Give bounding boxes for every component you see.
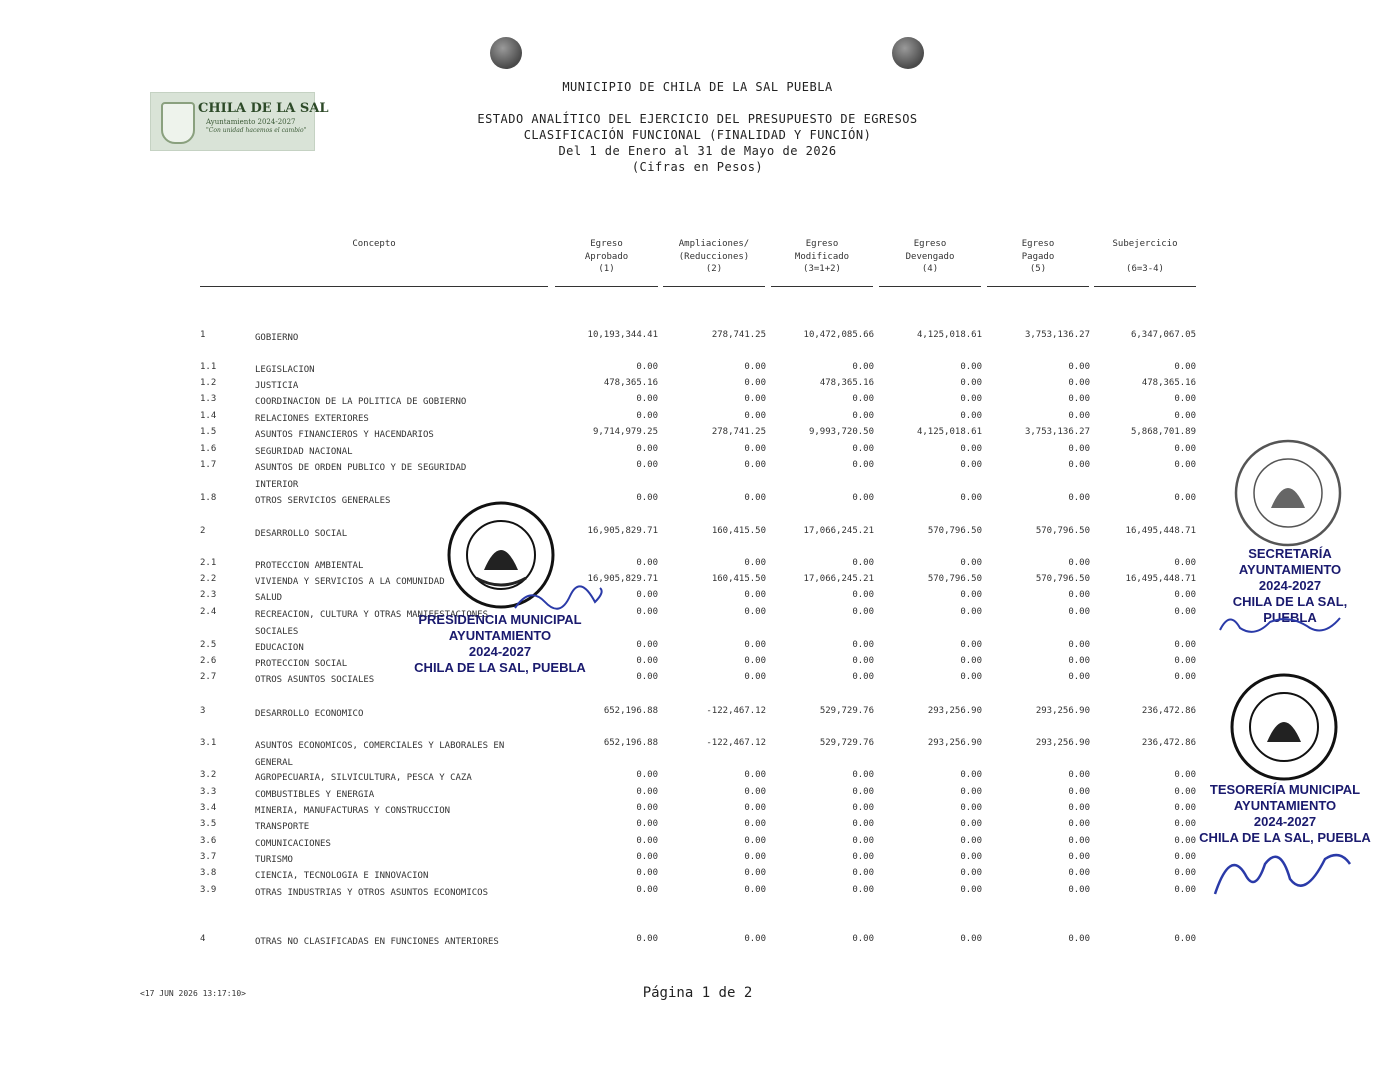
row-value-5: 3,753,136.27 (1024, 330, 1090, 340)
stamp-secretaria-text: SECRETARÍA AYUNTAMIENTO 2024-2027 CHILA DE LA SAL, PUEBLA (1232, 546, 1348, 625)
row-value-6: 0.00 (1174, 558, 1196, 568)
row-value-4: 0.00 (960, 787, 982, 797)
row-value-5: 0.00 (1068, 836, 1090, 846)
row-value-3: 0.00 (852, 672, 874, 682)
row-value-1: 0.00 (636, 934, 658, 944)
row-value-1: 0.00 (636, 672, 658, 682)
row-value-3: 0.00 (852, 460, 874, 470)
col-header-aprobado: Egreso Aprobado (1) (584, 239, 629, 274)
row-value-4: 0.00 (960, 558, 982, 568)
col-header-pagado: Egreso Pagado (5) (1021, 239, 1055, 274)
row-concept: CIENCIA, TECNOLOGIA E INNOVACION (255, 871, 429, 881)
row-value-3: 0.00 (852, 787, 874, 797)
row-value-5: 0.00 (1068, 362, 1090, 372)
row-value-4: 0.00 (960, 590, 982, 600)
row-value-2: 278,741.25 (711, 427, 766, 437)
row-value-3: 0.00 (852, 819, 874, 829)
divider (555, 286, 658, 287)
row-code: 4 (200, 934, 206, 944)
row-value-3: 0.00 (852, 493, 874, 503)
row-value-6: 0.00 (1174, 640, 1196, 650)
row-value-6: 236,472.86 (1141, 706, 1196, 716)
row-concept: LEGISLACION (255, 365, 315, 375)
row-concept: DESARROLLO ECONOMICO (255, 709, 364, 719)
row-value-1: 0.00 (636, 787, 658, 797)
row-value-3: 9,993,720.50 (808, 427, 874, 437)
row-value-1: 0.00 (636, 493, 658, 503)
row-value-4: 0.00 (960, 378, 982, 388)
stamp-tesoreria-text: TESORERÍA MUNICIPAL AYUNTAMIENTO 2024-2027 CHILA DE LA SAL, PUEBLA (1199, 782, 1371, 845)
row-value-2: 0.00 (744, 444, 766, 454)
row-value-2: 0.00 (744, 362, 766, 372)
row-code: 2 (200, 526, 206, 536)
row-value-2: 0.00 (744, 460, 766, 470)
row-code: 3.3 (200, 787, 217, 797)
row-value-5: 0.00 (1068, 444, 1090, 454)
col-header-subejercicio: Subejercicio (6=3-4) (1112, 239, 1178, 274)
row-value-4: 570,796.50 (927, 574, 982, 584)
report-title: ESTADO ANALÍTICO DEL EJERCICIO DEL PRESUPUESTO DE EGRESOS (477, 112, 918, 126)
row-value-2: -122,467.12 (706, 706, 766, 716)
row-value-1: 0.00 (636, 852, 658, 862)
row-code: 1.8 (200, 493, 217, 503)
row-value-4: 0.00 (960, 656, 982, 666)
row-concept: OTROS SERVICIOS GENERALES (255, 496, 391, 506)
row-value-6: 0.00 (1174, 444, 1196, 454)
row-value-5: 0.00 (1068, 934, 1090, 944)
report-period: Del 1 de Enero al 31 de Mayo de 2026 (558, 144, 837, 158)
row-value-5: 0.00 (1068, 558, 1090, 568)
row-value-5: 0.00 (1068, 493, 1090, 503)
row-value-6: 0.00 (1174, 394, 1196, 404)
row-value-5: 0.00 (1068, 378, 1090, 388)
row-value-4: 0.00 (960, 836, 982, 846)
row-value-5: 0.00 (1068, 885, 1090, 895)
row-value-3: 0.00 (852, 656, 874, 666)
row-code: 3 (200, 706, 206, 716)
row-value-1: 0.00 (636, 558, 658, 568)
row-value-1: 0.00 (636, 460, 658, 470)
row-value-3: 0.00 (852, 852, 874, 862)
row-value-1: 0.00 (636, 770, 658, 780)
row-concept: GOBIERNO (255, 333, 299, 343)
row-value-3: 0.00 (852, 836, 874, 846)
row-value-4: 0.00 (960, 394, 982, 404)
row-value-2: 0.00 (744, 590, 766, 600)
row-code: 1.7 (200, 460, 217, 470)
divider (200, 286, 548, 287)
row-value-4: 0.00 (960, 852, 982, 862)
row-code: 3.4 (200, 803, 217, 813)
national-seal-icon (1233, 438, 1343, 548)
row-value-1: 0.00 (636, 394, 658, 404)
row-value-6: 16,495,448.71 (1125, 526, 1196, 536)
row-value-5: 3,753,136.27 (1024, 427, 1090, 437)
row-value-6: 0.00 (1174, 607, 1196, 617)
row-value-3: 0.00 (852, 607, 874, 617)
row-value-5: 0.00 (1068, 411, 1090, 421)
row-value-3: 0.00 (852, 868, 874, 878)
row-value-6: 0.00 (1174, 672, 1196, 682)
col-header-ampliaciones: Ampliaciones/ (Reducciones) (2) (678, 239, 750, 274)
row-value-4: 4,125,018.61 (916, 427, 982, 437)
row-value-2: 0.00 (744, 394, 766, 404)
row-value-6: 6,347,067.05 (1130, 330, 1196, 340)
row-value-1: 0.00 (636, 885, 658, 895)
row-concept: TURISMO (255, 855, 293, 865)
row-code: 1.5 (200, 427, 217, 437)
row-value-2: 0.00 (744, 378, 766, 388)
row-value-6: 0.00 (1174, 590, 1196, 600)
row-value-6: 0.00 (1174, 411, 1196, 421)
row-code: 2.1 (200, 558, 217, 568)
row-value-1: 0.00 (636, 868, 658, 878)
row-value-4: 0.00 (960, 934, 982, 944)
row-value-6: 16,495,448.71 (1125, 574, 1196, 584)
row-value-4: 293,256.90 (927, 706, 982, 716)
row-value-1: 0.00 (636, 803, 658, 813)
row-value-2: 0.00 (744, 787, 766, 797)
row-value-5: 0.00 (1068, 607, 1090, 617)
row-value-5: 0.00 (1068, 868, 1090, 878)
row-value-3: 0.00 (852, 885, 874, 895)
row-value-4: 0.00 (960, 362, 982, 372)
row-concept: OTROS ASUNTOS SOCIALES (255, 675, 375, 685)
row-code: 3.8 (200, 868, 217, 878)
row-value-2: 160,415.50 (711, 526, 766, 536)
row-value-3: 0.00 (852, 590, 874, 600)
row-value-5: 0.00 (1068, 640, 1090, 650)
row-value-4: 0.00 (960, 411, 982, 421)
row-concept: AGROPECUARIA, SILVICULTURA, PESCA Y CAZA (255, 773, 472, 783)
stamp-secretaria (1205, 438, 1375, 648)
logo-tagline: "Con unidad hacemos el cambio" (206, 127, 307, 134)
row-value-4: 0.00 (960, 770, 982, 780)
row-value-5: 293,256.90 (1035, 706, 1090, 716)
row-value-3: 0.00 (852, 558, 874, 568)
row-code: 1.4 (200, 411, 217, 421)
stamp-tesoreria (1195, 672, 1375, 907)
stamp-presidencia (410, 500, 590, 680)
row-value-3: 0.00 (852, 394, 874, 404)
row-concept: OTRAS INDUSTRIAS Y OTROS ASUNTOS ECONOMICOS (255, 888, 488, 898)
row-concept: ASUNTOS ECONOMICOS, COMERCIALES Y LABORALES EN GENERAL (255, 741, 505, 768)
row-value-2: 0.00 (744, 885, 766, 895)
row-value-6: 0.00 (1174, 885, 1196, 895)
row-value-5: 0.00 (1068, 803, 1090, 813)
row-value-2: 0.00 (744, 607, 766, 617)
row-concept: OTRAS NO CLASIFICADAS EN FUNCIONES ANTERIORES (255, 937, 499, 947)
row-code: 2.4 (200, 607, 217, 617)
row-value-1: 16,905,829.71 (587, 526, 658, 536)
row-value-1: 10,193,344.41 (587, 330, 658, 340)
row-concept: DESARROLLO SOCIAL (255, 529, 348, 539)
row-value-6: 0.00 (1174, 460, 1196, 470)
row-value-3: 478,365.16 (819, 378, 874, 388)
row-value-5: 0.00 (1068, 656, 1090, 666)
row-value-1: 0.00 (636, 836, 658, 846)
row-value-2: 0.00 (744, 803, 766, 813)
row-code: 2.5 (200, 640, 217, 650)
row-concept: PROTECCION SOCIAL (255, 659, 348, 669)
row-code: 1.1 (200, 362, 217, 372)
row-value-2: 0.00 (744, 411, 766, 421)
row-value-1: 0.00 (636, 656, 658, 666)
row-concept: ASUNTOS FINANCIEROS Y HACENDARIOS (255, 430, 434, 440)
row-value-6: 478,365.16 (1141, 378, 1196, 388)
row-code: 1.3 (200, 394, 217, 404)
signature-icon (510, 582, 610, 616)
row-value-6: 0.00 (1174, 868, 1196, 878)
row-value-6: 0.00 (1174, 493, 1196, 503)
row-value-1: 0.00 (636, 362, 658, 372)
divider (987, 286, 1089, 287)
divider (879, 286, 981, 287)
row-value-6: 0.00 (1174, 787, 1196, 797)
row-value-3: 17,066,245.21 (803, 526, 874, 536)
row-concept: COORDINACION DE LA POLITICA DE GOBIERNO (255, 397, 467, 407)
row-value-3: 529,729.76 (819, 706, 874, 716)
row-value-6: 0.00 (1174, 852, 1196, 862)
punch-hole-right (892, 37, 924, 69)
row-value-2: 0.00 (744, 640, 766, 650)
row-value-4: 570,796.50 (927, 526, 982, 536)
row-value-3: 0.00 (852, 444, 874, 454)
row-value-6: 0.00 (1174, 934, 1196, 944)
row-code: 1.6 (200, 444, 217, 454)
row-value-6: 0.00 (1174, 362, 1196, 372)
row-value-1: 0.00 (636, 607, 658, 617)
row-value-3: 10,472,085.66 (803, 330, 874, 340)
row-value-5: 0.00 (1068, 394, 1090, 404)
row-value-1: 0.00 (636, 819, 658, 829)
row-code: 3.5 (200, 819, 217, 829)
divider (1094, 286, 1196, 287)
row-value-2: 0.00 (744, 656, 766, 666)
page-number: Página 1 de 2 (642, 985, 753, 1001)
row-concept: MINERIA, MANUFACTURAS Y CONSTRUCCION (255, 806, 451, 816)
print-timestamp: <17 JUN 2026 13:17:10> (140, 989, 246, 998)
row-value-4: 0.00 (960, 493, 982, 503)
row-value-1: 16,905,829.71 (587, 574, 658, 584)
row-value-5: 0.00 (1068, 590, 1090, 600)
row-value-5: 0.00 (1068, 672, 1090, 682)
logo-name: CHILA DE LA SAL (198, 101, 329, 116)
row-code: 3.1 (200, 738, 217, 748)
row-value-4: 0.00 (960, 607, 982, 617)
row-value-3: 0.00 (852, 770, 874, 780)
row-value-1: 9,714,979.25 (592, 427, 658, 437)
punch-hole-left (490, 37, 522, 69)
row-value-2: 0.00 (744, 770, 766, 780)
report-units: (Cifras en Pesos) (631, 160, 764, 174)
stamp-presidencia-text: PRESIDENCIA MUNICIPAL AYUNTAMIENTO 2024-2027 CHILA DE LA SAL, PUEBLA (414, 612, 586, 675)
row-value-2: 0.00 (744, 493, 766, 503)
row-value-2: 160,415.50 (711, 574, 766, 584)
row-code: 3.9 (200, 885, 217, 895)
row-value-2: 0.00 (744, 852, 766, 862)
col-header-concept: Concepto (352, 239, 396, 249)
row-code: 1.2 (200, 378, 217, 388)
row-value-4: 4,125,018.61 (916, 330, 982, 340)
row-concept: RECREACION, CULTURA Y OTRAS MANIFESTACIONES SOCIALES (255, 610, 488, 637)
row-concept: PROTECCION AMBIENTAL (255, 561, 364, 571)
row-value-2: 0.00 (744, 819, 766, 829)
row-value-6: 0.00 (1174, 656, 1196, 666)
row-code: 2.7 (200, 672, 217, 682)
row-code: 3.6 (200, 836, 217, 846)
row-value-3: 17,066,245.21 (803, 574, 874, 584)
row-value-5: 570,796.50 (1035, 526, 1090, 536)
row-value-2: 0.00 (744, 868, 766, 878)
row-concept: COMUNICACIONES (255, 839, 331, 849)
row-value-4: 0.00 (960, 885, 982, 895)
divider (663, 286, 765, 287)
row-value-2: 0.00 (744, 558, 766, 568)
row-value-5: 0.00 (1068, 852, 1090, 862)
row-value-2: -122,467.12 (706, 738, 766, 748)
row-concept: SALUD (255, 593, 283, 603)
row-code: 2.2 (200, 574, 217, 584)
row-value-1: 0.00 (636, 640, 658, 650)
row-value-4: 0.00 (960, 444, 982, 454)
row-value-5: 0.00 (1068, 460, 1090, 470)
report-classification: CLASIFICACIÓN FUNCIONAL (FINALIDAD Y FUNCIÓN) (523, 128, 872, 142)
row-value-3: 0.00 (852, 411, 874, 421)
row-value-6: 5,868,701.89 (1130, 427, 1196, 437)
row-value-4: 0.00 (960, 460, 982, 470)
row-concept: VIVIENDA Y SERVICIOS A LA COMUNIDAD (255, 577, 445, 587)
row-concept: EDUCACION (255, 643, 304, 653)
row-value-5: 570,796.50 (1035, 574, 1090, 584)
row-value-4: 0.00 (960, 819, 982, 829)
row-code: 2.6 (200, 656, 217, 666)
row-code: 3.2 (200, 770, 217, 780)
row-concept: TRANSPORTE (255, 822, 310, 832)
signature-icon (1215, 610, 1345, 640)
row-concept: JUSTICIA (255, 381, 299, 391)
row-value-3: 529,729.76 (819, 738, 874, 748)
row-value-1: 478,365.16 (603, 378, 658, 388)
row-concept: SEGURIDAD NACIONAL (255, 447, 353, 457)
row-code: 2.3 (200, 590, 217, 600)
row-value-4: 0.00 (960, 640, 982, 650)
row-value-6: 0.00 (1174, 819, 1196, 829)
logo-subtitle: Ayuntamiento 2024-2027 (206, 118, 296, 126)
col-header-modificado: Egreso Modificado (3=1+2) (794, 239, 850, 274)
row-code: 1 (200, 330, 206, 340)
row-value-6: 0.00 (1174, 836, 1196, 846)
municipality-title: MUNICIPIO DE CHILA DE LA SAL PUEBLA (562, 80, 833, 94)
row-value-3: 0.00 (852, 640, 874, 650)
row-value-4: 0.00 (960, 868, 982, 878)
row-value-5: 0.00 (1068, 819, 1090, 829)
row-value-5: 0.00 (1068, 787, 1090, 797)
signature-icon (1205, 844, 1355, 904)
row-value-1: 652,196.88 (603, 706, 658, 716)
row-value-1: 0.00 (636, 590, 658, 600)
row-value-2: 0.00 (744, 672, 766, 682)
row-value-2: 278,741.25 (711, 330, 766, 340)
row-value-4: 0.00 (960, 672, 982, 682)
row-value-1: 0.00 (636, 411, 658, 421)
row-value-1: 0.00 (636, 444, 658, 454)
row-value-1: 652,196.88 (603, 738, 658, 748)
row-value-3: 0.00 (852, 362, 874, 372)
row-value-3: 0.00 (852, 934, 874, 944)
row-concept: COMBUSTIBLES Y ENERGIA (255, 790, 375, 800)
row-value-5: 293,256.90 (1035, 738, 1090, 748)
row-value-3: 0.00 (852, 803, 874, 813)
row-concept: RELACIONES EXTERIORES (255, 414, 369, 424)
divider (771, 286, 873, 287)
row-value-2: 0.00 (744, 836, 766, 846)
row-value-2: 0.00 (744, 934, 766, 944)
row-value-4: 0.00 (960, 803, 982, 813)
national-seal-icon (1229, 672, 1339, 782)
col-header-devengado: Egreso Devengado (4) (905, 239, 955, 274)
row-value-6: 0.00 (1174, 803, 1196, 813)
row-value-5: 0.00 (1068, 770, 1090, 780)
row-code: 3.7 (200, 852, 217, 862)
row-value-4: 293,256.90 (927, 738, 982, 748)
row-concept: ASUNTOS DE ORDEN PUBLICO Y DE SEGURIDAD INTERIOR (255, 463, 467, 490)
row-value-6: 236,472.86 (1141, 738, 1196, 748)
row-value-6: 0.00 (1174, 770, 1196, 780)
